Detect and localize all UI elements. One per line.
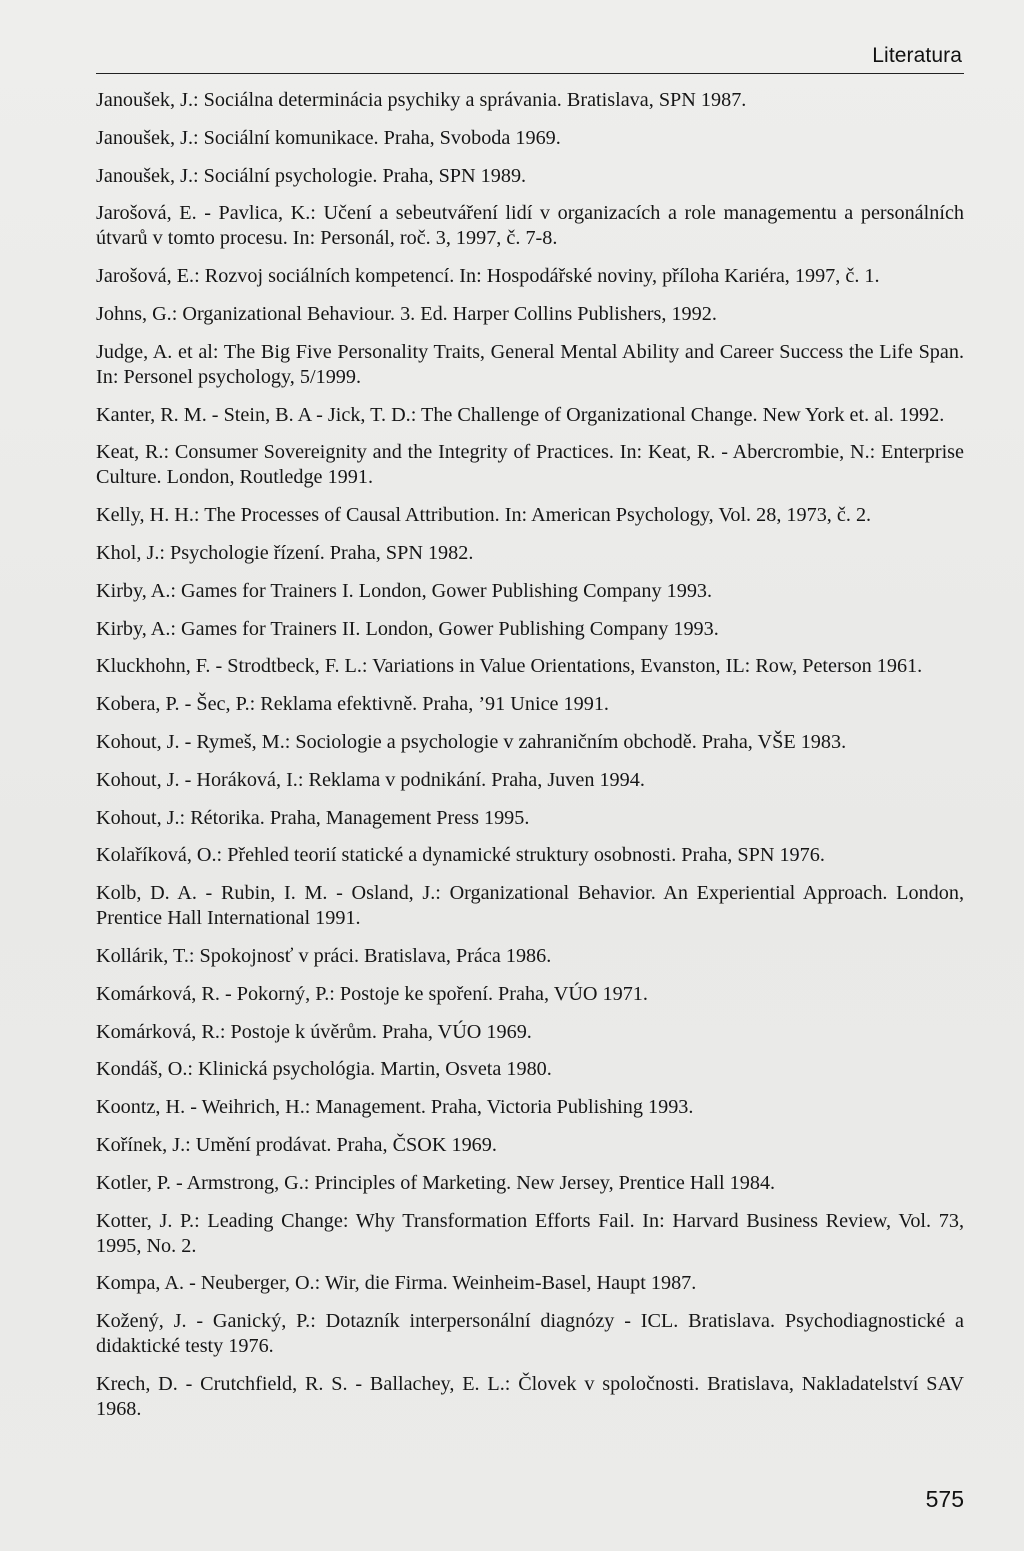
- reference-list: [96, 88, 964, 1435]
- reference-entry: Kolaříková, O.: Přehled teorií statické a dynamické struktury osobnosti. Praha, SPN 1976.: [96, 844, 825, 867]
- reference-entry: Kotter, J. P.: Leading Change: Why Transformation Efforts Fail. In: Harvard Business Review, Vol. 73, 1995, No. 2.: [96, 1209, 964, 1257]
- header-rule: [96, 73, 964, 74]
- reference-entry: Kompa, A. - Neuberger, O.: Wir, die Firma. Weinheim-Basel, Haupt 1987.: [96, 1272, 697, 1295]
- reference-entry: Janoušek, J.: Sociální komunikace. Praha, Svoboda 1969.: [96, 126, 561, 149]
- reference-entry: Kohout, J. - Horáková, I.: Reklama v podnikání. Praha, Juven 1994.: [96, 768, 645, 791]
- reference-entry: Kondáš, O.: Klinická psychológia. Martin, Osveta 1980.: [96, 1058, 552, 1081]
- reference-entry: Janoušek, J.: Sociální psychologie. Praha, SPN 1989.: [96, 164, 527, 187]
- reference-entry: Kluckhohn, F. - Strodtbeck, F. L.: Variations in Value Orientations, Evanston, IL: Row, Peterson 1961.: [96, 655, 923, 678]
- reference-entry: Kohout, J.: Rétorika. Praha, Management Press 1995.: [96, 806, 530, 829]
- reference-entry: Keat, R.: Consumer Sovereignity and the Integrity of Practices. In: Keat, R. - Abercrombie, N.: Enterprise Culture. London, Routledge 1991.: [96, 441, 964, 489]
- reference-entry: Judge, A. et al: The Big Five Personality Traits, General Mental Ability and Career Success the Life Span. In: Personel psychology, 5/1999.: [96, 340, 964, 388]
- reference-entry: Kirby, A.: Games for Trainers II. London, Gower Publishing Company 1993.: [96, 617, 719, 640]
- reference-entry: Kanter, R. M. - Stein, B. A - Jick, T. D.: The Challenge of Organizational Change. New York et. al. 1992.: [96, 403, 945, 426]
- reference-entry: Komárková, R.: Postoje k úvěrům. Praha, VÚO 1969.: [96, 1020, 532, 1043]
- reference-entry: Kořínek, J.: Umění prodávat. Praha, ČSOK 1969.: [96, 1133, 497, 1156]
- reference-entry: Johns, G.: Organizational Behaviour. 3. Ed. Harper Collins Publishers, 1992.: [96, 302, 717, 325]
- reference-entry: Kotler, P. - Armstrong, G.: Principles of Marketing. New Jersey, Prentice Hall 1984.: [96, 1171, 776, 1194]
- reference-entry: Janoušek, J.: Sociálna determinácia psychiky a správania. Bratislava, SPN 1987.: [96, 89, 747, 111]
- reference-entry: Kobera, P. - Šec, P.: Reklama efektivně. Praha, ’91 Unice 1991.: [96, 693, 609, 716]
- reference-entry: Kollárik, T.: Spokojnosť v práci. Bratislava, Práca 1986.: [96, 944, 552, 967]
- page-number: 575: [925, 1486, 964, 1512]
- reference-entry: Kolb, D. A. - Rubin, I. M. - Osland, J.: Organizational Behavior. An Experiential Approach. London, Prentice Hall International 1991.: [96, 882, 964, 930]
- running-header-title: Literatura: [872, 44, 962, 67]
- reference-entry: Krech, D. - Crutchfield, R. S. - Ballachey, E. L.: Človek v spoločnosti. Bratislava, Nakladatelství SAV 1968.: [96, 1372, 964, 1420]
- reference-entry: Jarošová, E. - Pavlica, K.: Učení a sebeutváření lidí v organizacích a role managementu a personálních útvarů v tomto procesu. In: Personál, roč. 3, 1997, č. 7-8.: [96, 202, 964, 250]
- reference-entry: Jarošová, E.: Rozvoj sociálních kompetencí. In: Hospodářské noviny, příloha Kariéra, 1997, č. 1.: [96, 265, 880, 288]
- reference-entry: Kožený, J. - Ganický, P.: Dotazník interpersonální diagnózy - ICL. Bratislava. Psychodiagnostické a didaktické testy 1976.: [96, 1310, 964, 1358]
- reference-entry: Kelly, H. H.: The Processes of Causal Attribution. In: American Psychology, Vol. 28, 1973, č. 2.: [96, 504, 872, 527]
- reference-entry: Komárková, R. - Pokorný, P.: Postoje ke spoření. Praha, VÚO 1971.: [96, 982, 648, 1005]
- reference-entry: Khol, J.: Psychologie řízení. Praha, SPN 1982.: [96, 541, 474, 564]
- reference-entry: Koontz, H. - Weihrich, H.: Management. Praha, Victoria Publishing 1993.: [96, 1096, 694, 1119]
- reference-entry: Kohout, J. - Rymeš, M.: Sociologie a psychologie v zahraničním obchodě. Praha, VŠE 1983.: [96, 730, 847, 753]
- reference-entry: Kirby, A.: Games for Trainers I. London, Gower Publishing Company 1993.: [96, 579, 713, 602]
